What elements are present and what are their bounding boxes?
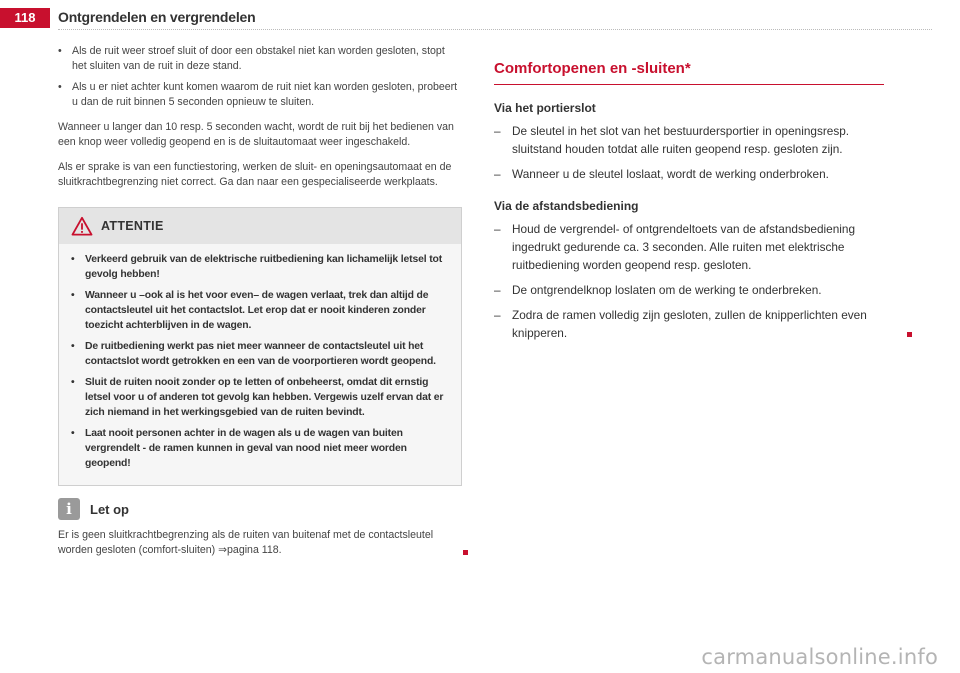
paragraph: Als er sprake is van een functiestoring, werken de sluit- en openingsautomaat en de sluitkrachtbegrenzing niet correct. Ga dan naar een gespecialiseerde werkplaats.	[58, 161, 452, 188]
warning-body	[59, 244, 461, 485]
list-item-text: De ontgrendelknop loslaten om de werking te onderbreken.	[512, 283, 822, 297]
dash-icon: –	[494, 167, 501, 181]
warning-item-text: Verkeerd gebruik van de elektrische ruitbediening kan lichamelijk letsel tot gevolg hebben!	[85, 254, 443, 280]
bullet-icon: •	[58, 81, 62, 93]
list-item	[494, 281, 884, 299]
warning-item	[71, 252, 449, 282]
section-end-marker	[463, 550, 468, 555]
warning-item	[71, 288, 449, 333]
warning-box	[58, 207, 462, 486]
page-number: 118	[0, 8, 50, 28]
warning-triangle-icon	[71, 216, 93, 236]
list-item	[494, 122, 884, 158]
dash-icon: –	[494, 222, 501, 236]
list-item-text: Houd de vergrendel- of ontgrendeltoets van de afstandsbediening ingedrukt gedurende ca. 3 seconden. Alle ruiten met elektrische ruitbediening worden geopend resp. gesloten.	[512, 222, 856, 272]
list-item	[494, 165, 884, 183]
header-divider	[58, 29, 932, 30]
left-column	[58, 44, 462, 558]
warning-item	[71, 339, 449, 369]
list-item	[58, 44, 462, 74]
warning-item-text: Wanneer u –ook al is het voor even– de wagen verlaat, trek dan altijd de contactsleutel uit het contactslot. Let erop dat er nooit kinderen zonder toezicht achterblijven in de wagen.	[85, 290, 429, 331]
bullet-icon: •	[58, 45, 62, 57]
warning-item-text: Sluit de ruiten nooit zonder op te letten of onbeheerst, omdat dit ernstig letsel voor u of anderen tot gevolg kan hebben. Vergewis uzelf ervan dat er zich niemand in het werkingsgebied van de ruiten bevindt.	[85, 377, 444, 418]
list-item-text: Zodra de ramen volledig zijn gesloten, zullen de knipperlichten even knipperen.	[512, 308, 867, 340]
dash-icon: –	[494, 308, 501, 322]
warning-header	[59, 208, 461, 244]
list-item	[494, 220, 884, 274]
note-title: Let op	[90, 501, 129, 517]
subheading: Via de afstandsbediening	[494, 199, 639, 213]
note-body	[58, 528, 462, 558]
warning-item	[71, 375, 449, 420]
section-divider	[494, 84, 884, 85]
bullet-icon: •	[71, 428, 75, 439]
warning-item-text: Laat nooit personen achter in de wagen als u de wagen van buiten vergrendelt - de ramen kunnen in geval van nood niet meer worden geopend!	[85, 428, 407, 469]
warning-title: ATTENTIE	[101, 219, 164, 233]
note-text: Er is geen sluitkrachtbegrenzing als de ruiten van buitenaf met de contactsleutel worden gesloten (comfort-sluiten) ⇒pagina 118.	[58, 529, 434, 556]
list-item-text: De sleutel in het slot van het bestuurdersportier in openingsresp. sluitstand houden totdat alle ruiten geopend resp. gesloten zijn.	[512, 124, 850, 156]
subheading: Via het portierslot	[494, 101, 596, 115]
list-item-text: Als u er niet achter kunt komen waarom de ruit niet kan worden gesloten, probeert u dan de ruit binnen 5 seconden opnieuw te sluiten.	[72, 81, 458, 108]
section-title: Comfortopenen en -sluiten*	[494, 60, 691, 77]
right-column	[494, 60, 884, 342]
note-header	[58, 498, 462, 520]
page-title: Ontgrendelen en vergrendelen	[58, 9, 256, 25]
page-header	[0, 0, 960, 34]
paragraph: Wanneer u langer dan 10 resp. 5 seconden wacht, wordt de ruit bij het bedienen van een knop weer volledig geopend en is de sluitautomaat weer ingeschakeld.	[58, 121, 454, 148]
list-item-text: Als de ruit weer stroef sluit of door een obstakel niet kan worden gesloten, stopt het sluiten van de ruit in deze stand.	[72, 45, 445, 72]
section-end-marker	[907, 332, 912, 337]
bullet-icon: •	[71, 254, 75, 265]
list-item	[494, 306, 884, 342]
dash-icon: –	[494, 124, 501, 138]
watermark: carmanualsonline.info	[701, 645, 938, 669]
warning-item-text: De ruitbediening werkt pas niet meer wanneer de contactsleutel uit het contactslot wordt getrokken en een van de voorportieren wordt geopend.	[85, 341, 436, 367]
bullet-icon: •	[71, 341, 75, 352]
bullet-icon: •	[71, 290, 75, 301]
warning-item	[71, 426, 449, 471]
list-item-text: Wanneer u de sleutel loslaat, wordt de werking onderbroken.	[512, 167, 829, 181]
bullet-icon: •	[71, 377, 75, 388]
dash-icon: –	[494, 283, 501, 297]
list-item	[58, 80, 462, 110]
info-icon: i	[58, 498, 80, 520]
